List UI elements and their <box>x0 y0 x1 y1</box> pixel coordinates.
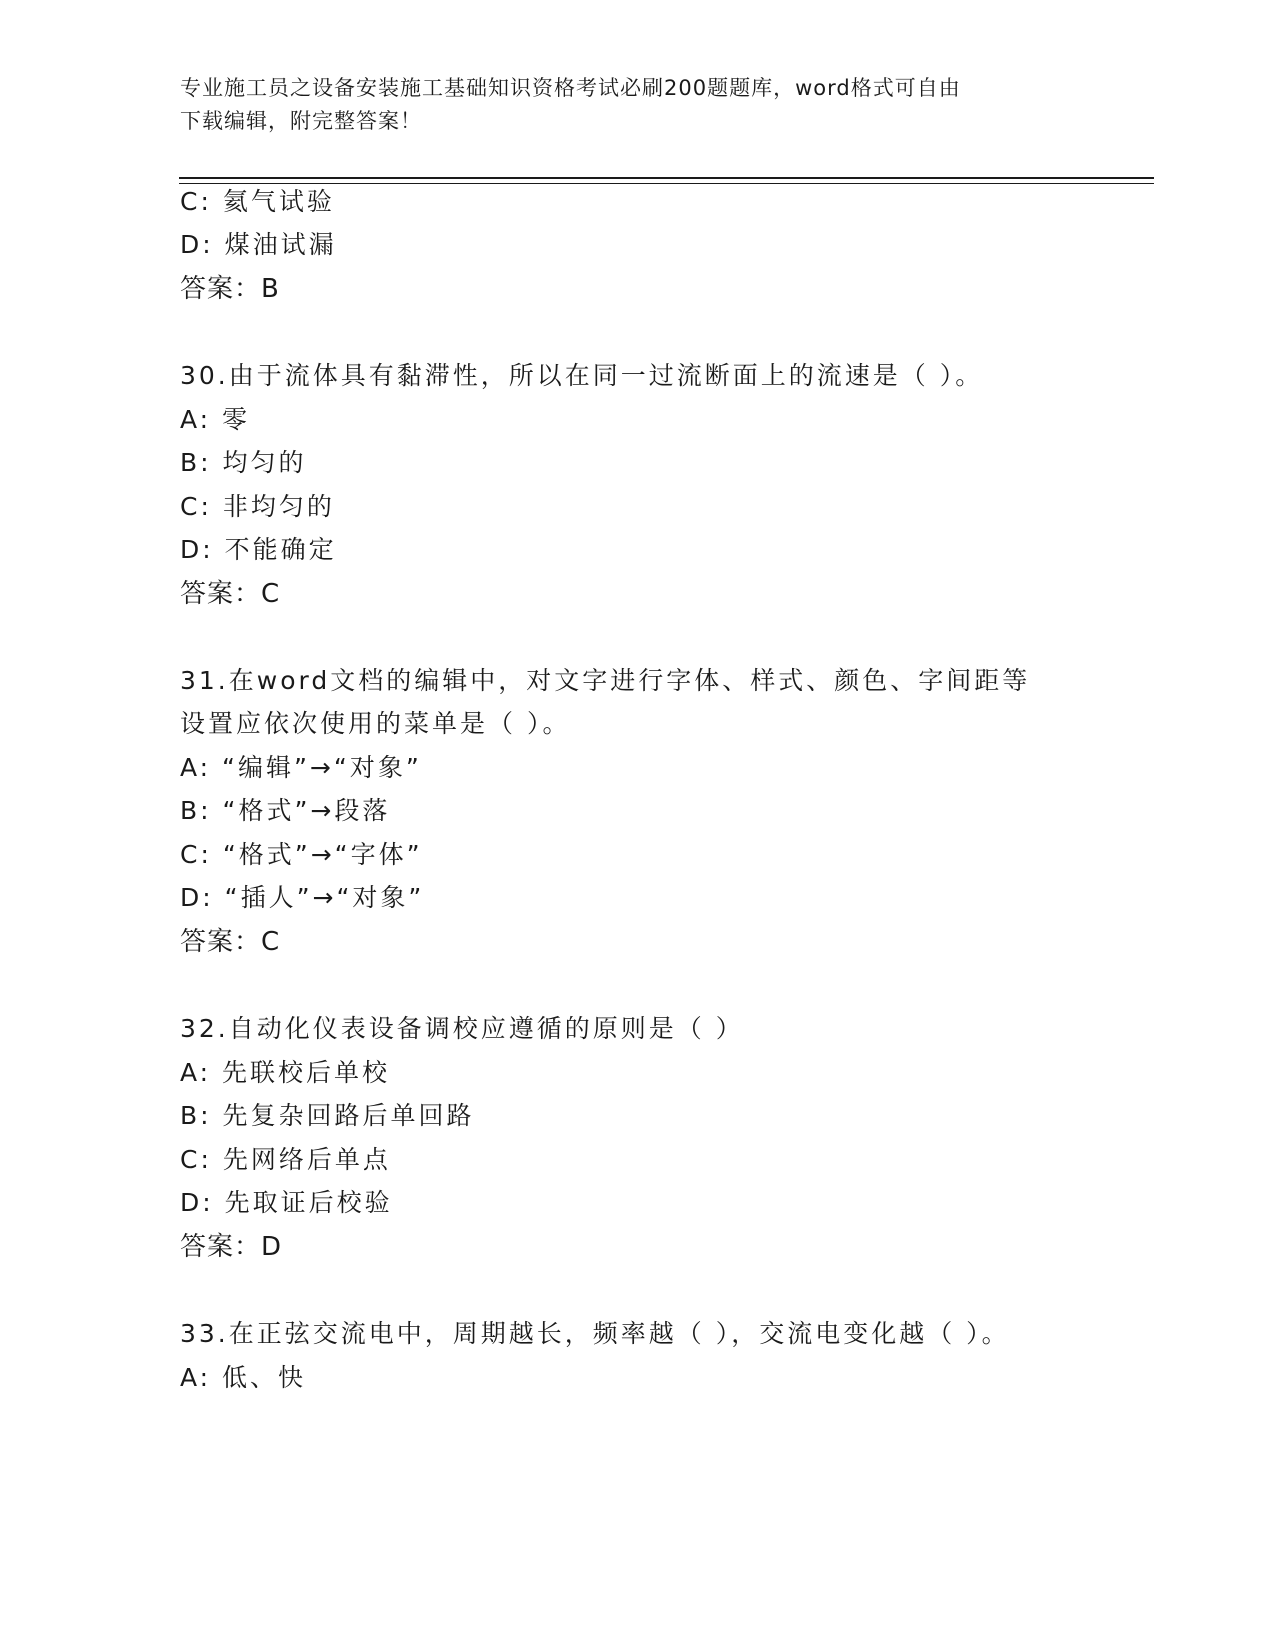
q32-answer: 答案：D <box>180 1232 283 1262</box>
header-rule-thin <box>179 183 1154 184</box>
q30-option-c: C: 非均匀的 <box>180 492 335 521</box>
q30-option-b: B: 均匀的 <box>180 448 307 477</box>
header-title-line-1: 专业施工员之设备安装施工基础知识资格考试必刷200题题库，word格式可自由 <box>180 76 961 100</box>
q32-option-a: A: 先联校后单校 <box>180 1058 391 1087</box>
q31-option-b: B: “格式”→段落 <box>180 796 391 825</box>
prev-answer: 答案：B <box>180 274 280 304</box>
prev-option-d: D: 煤油试漏 <box>180 230 337 259</box>
q31-option-d: D: “插人”→“对象” <box>180 883 425 912</box>
q31-option-c: C: “格式”→“字体” <box>180 840 423 869</box>
q33-option-a: A: 低、快 <box>180 1363 307 1392</box>
q31-stem-line-2: 设置应依次使用的菜单是（ ）。 <box>180 709 571 738</box>
q32-option-d: D: 先取证后校验 <box>180 1188 393 1217</box>
q31-answer: 答案：C <box>180 927 281 957</box>
q30-option-d: D: 不能确定 <box>180 535 337 564</box>
header-title-line-2: 下载编辑，附完整答案！ <box>180 109 422 133</box>
q32-option-b: B: 先复杂回路后单回路 <box>180 1101 475 1130</box>
header-rule-thick <box>179 177 1154 179</box>
q30-stem: 30.由于流体具有黏滞性，所以在同一过流断面上的流速是（ ）。 <box>180 361 984 390</box>
q30-option-a: A: 零 <box>180 405 251 434</box>
q30-answer: 答案：C <box>180 579 281 609</box>
document-header <box>180 72 1060 138</box>
prev-option-c: C: 氦气试验 <box>180 187 335 216</box>
q31-stem-line-1: 31.在word文档的编辑中，对文字进行字体、样式、颜色、字间距等 <box>180 666 1031 695</box>
q31-option-a: A: “编辑”→“对象” <box>180 753 422 782</box>
q32-option-c: C: 先网络后单点 <box>180 1145 391 1174</box>
q33-stem: 33.在正弦交流电中，周期越长，频率越（ ），交流电变化越（ ）。 <box>180 1319 1010 1348</box>
q32-stem: 32.自动化仪表设备调校应遵循的原则是（ ） <box>180 1014 744 1043</box>
